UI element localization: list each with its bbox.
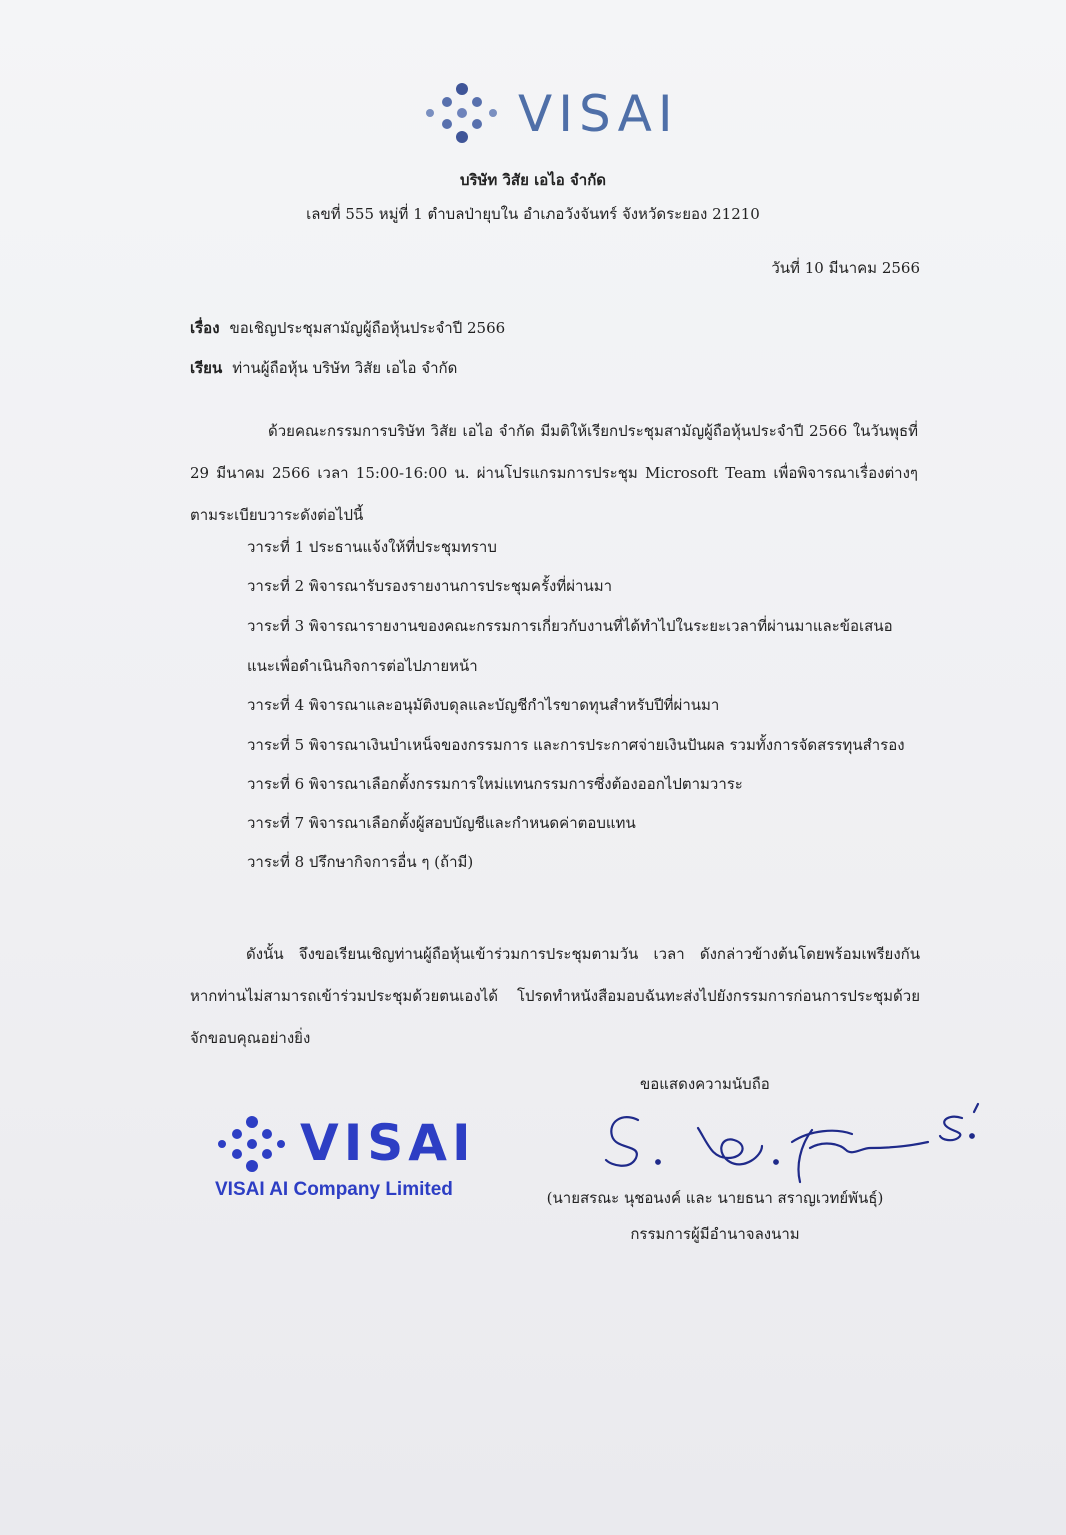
agenda-item: วาระที่ 4 พิจารณาและอนุมัติงบดุลและบัญชีกำไรขาดทุนสำหรับปีที่ผ่านมา: [247, 696, 720, 714]
complimentary-close: ขอแสดงความนับถือ: [640, 1075, 770, 1093]
agenda-list: [247, 528, 917, 882]
agenda-item: วาระที่ 3 พิจารณารายงานของคณะกรรมการเกี่ยวกับงานที่ได้ทำไปในระยะเวลาที่ผ่านมาและข้อเสนอแนะเพื่อดำเนินกิจการต่อไปภายหน้า: [247, 617, 893, 675]
company-name: บริษัท วิสัย เอไอ จำกัด: [459, 171, 607, 189]
agenda-item: วาระที่ 7 พิจารณาเลือกตั้งผู้สอบบัญชีและกำหนดค่าตอบแทน: [247, 814, 636, 832]
agenda-item: วาระที่ 5 พิจารณาเงินบำเหน็จของกรรมการ และการประกาศจ่ายเงินปันผล รวมทั้งการจัดสรรทุนสำรอง: [247, 736, 905, 754]
stamp-caption: VISAI AI Company Limited: [215, 1179, 453, 1200]
signer-title: กรรมการผู้มีอำนาจลงนาม: [630, 1225, 800, 1243]
salutation-text: ท่านผู้ถือหุ้น บริษัท วิสัย เอไอ จำกัด: [232, 359, 458, 377]
company-stamp: [215, 1114, 476, 1200]
closing-paragraph: ดังนั้น จึงขอเรียนเชิญท่านผู้ถือหุ้นเข้าร่วมการประชุมตามวัน เวลา ดังกล่าวข้างต้นโดยพร้อมเพรียงกัน หากท่านไม่สามารถเข้าร่วมประชุมด้วยตนเองได้ โปรดทำหนังสือมอบฉันทะส่งไปยังกรรมการก่อนการประชุมด้วย จักขอบคุณอย่างยิ่ง: [190, 945, 920, 1047]
agenda-item: วาระที่ 8 ปรึกษากิจการอื่น ๆ (ถ้ามี): [247, 853, 474, 871]
letterhead-logo: [420, 80, 679, 150]
dots-logo-icon: [420, 80, 500, 146]
salutation-line: [190, 356, 457, 380]
agenda-item: วาระที่ 2 พิจารณารับรองรายงานการประชุมครั้งที่ผ่านมา: [247, 577, 613, 595]
subject-text: ขอเชิญประชุมสามัญผู้ถือหุ้นประจำปี 2566: [229, 319, 506, 337]
brand-wordmark: VISAI: [518, 85, 679, 143]
stamp-wordmark: VISAI: [300, 1114, 476, 1172]
salutation-label: เรียน: [190, 359, 223, 377]
agenda-item: วาระที่ 1 ประธานแจ้งให้ที่ประชุมทราบ: [247, 538, 497, 556]
company-address: เลขที่ 555 หมู่ที่ 1 ตำบลป่ายุบใน อำเภอวังจันทร์ จังหวัดระยอง 21210: [306, 205, 760, 223]
intro-paragraph: ด้วยคณะกรรมการบริษัท วิสัย เอไอ จำกัด มีมติให้เรียกประชุมสามัญผู้ถือหุ้นประจำปี 2566 ในวันพุธที่ 29 มีนาคม 2566 เวลา 15:00-16:00 น. ผ่านโปรแกรมการประชุม Microsoft Team เพื่อพิจารณาเรื่องต่างๆ ตามระเบียบวาระดังต่อไปนี้: [190, 422, 918, 524]
agenda-item: วาระที่ 6 พิจารณาเลือกตั้งกรรมการใหม่แทนกรรมการซึ่งต้องออกไปตามวาระ: [247, 775, 743, 793]
subject-line: [190, 316, 505, 340]
signature-icon: [600, 1100, 990, 1185]
letter-date: วันที่ 10 มีนาคม 2566: [771, 259, 920, 277]
signer-names: (นายสรณะ นุชอนงค์ และ นายธนา สราญเวทย์พันธุ์): [546, 1189, 884, 1207]
stamp-dots-icon: [215, 1115, 287, 1173]
subject-label: เรื่อง: [190, 319, 220, 337]
